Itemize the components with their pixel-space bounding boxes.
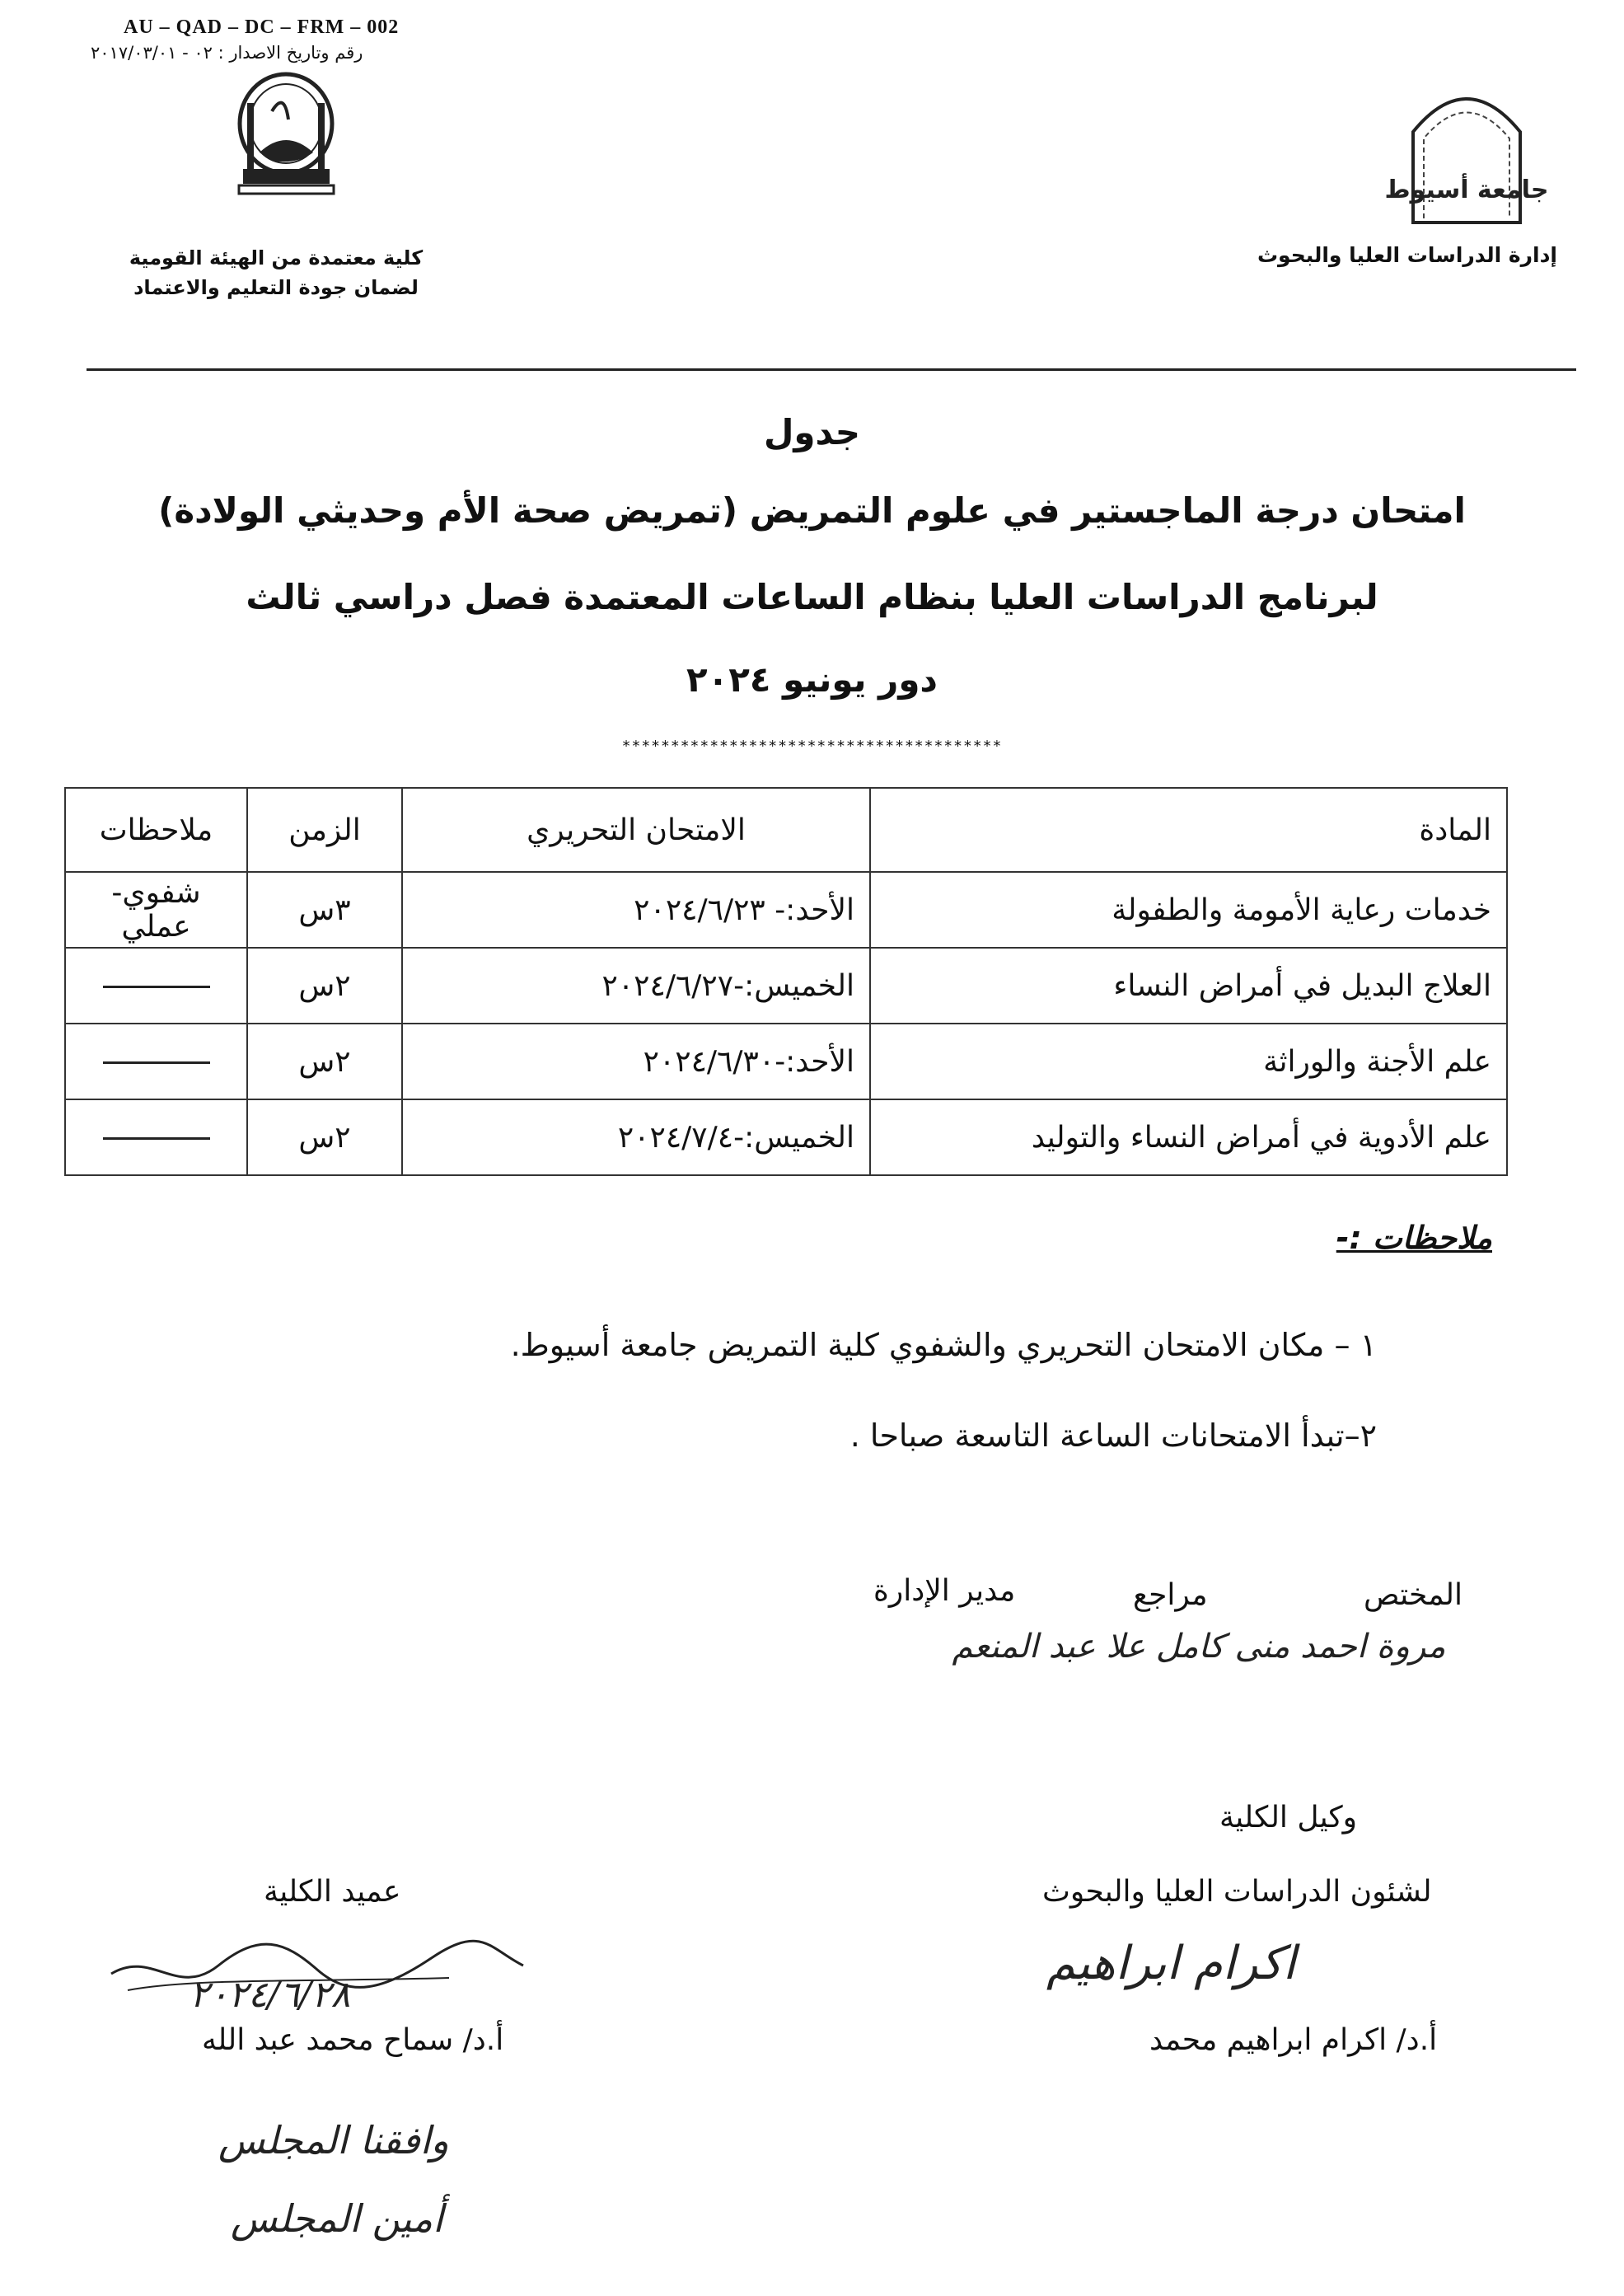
dean-signature-date: ٢٠٢٤/٦/٢٨ [190,1974,351,2016]
row-exam-date: الأحد:- ٢٠٢٤/٦/٢٣ [402,872,870,948]
empty-dash [103,986,210,988]
row-duration: ٣س [247,872,402,948]
form-code: AU – QAD – DC – FRM – 002 [124,16,400,38]
session-title: دور يونيو ٢٠٢٤ [686,659,938,700]
council-approval: وافقنا المجلس [218,2118,449,2162]
note-item: ٢–تبدأ الامتحانات الساعة التاسعة صباحا . [849,1417,1377,1454]
row-exam-date: الخميس:-٢٠٢٤/٦/٢٧ [402,948,870,1024]
issue-info: رقم وتاريخ الاصدار : ٠٢ - ٢٠١٧/٠٣/٠١ [91,43,363,63]
faculty-logo [222,62,350,206]
row-notes [65,948,247,1024]
row-duration: ٢س [247,1099,402,1175]
table-row [65,1024,1507,1099]
accreditation-text [107,243,445,302]
exam-title: امتحان درجة الماجستير في علوم التمريض (تمريض صحة الأم وحديثي الولادة) [158,490,1466,531]
dean-title: عميد الكلية [264,1875,401,1909]
vice-dean-title: وكيل الكلية [1219,1801,1358,1834]
vice-dean-subtitle: لشئون الدراسات العليا والبحوث [1042,1875,1432,1909]
star-divider: *************************************** [621,738,1003,755]
handwritten-signatures: مروة احمد منى كامل علا عبد المنعم [952,1628,1446,1666]
row-exam-date: الأحد:-٢٠٢٤/٦/٣٠ [402,1024,870,1099]
row-notes: شفوي-عملي [65,872,247,948]
row-exam-date: الخميس:-٢٠٢٤/٧/٤ [402,1099,870,1175]
specialist-label: المختص [1364,1578,1463,1612]
admin-director-label: مدير الإدارة [873,1574,1016,1608]
council-secretary: أمين المجلس [231,2196,443,2241]
page-title: جدول [763,412,861,452]
header-duration: الزمن [247,788,402,872]
vice-dean-name: أ.د/ اكرام ابراهيم محمد [1149,2023,1438,2057]
university-logo-text: جامعة أسيوط [1384,176,1549,204]
empty-dash [103,1061,210,1064]
header-notes: ملاحظات [65,788,247,872]
row-duration: ٢س [247,1024,402,1099]
row-subject: علم الأدوية في أمراض النساء والتوليد [870,1099,1507,1175]
university-logo [1384,74,1549,231]
row-subject: خدمات رعاية الأمومة والطفولة [870,872,1507,948]
header-divider [87,368,1576,371]
header-written-exam: الامتحان التحريري [402,788,870,872]
table-row [65,872,1507,948]
program-title: لبرنامج الدراسات العليا بنظام الساعات المعتمدة فصل دراسي ثالث [246,577,1378,617]
row-subject: علم الأجنة والوراثة [870,1024,1507,1099]
accreditation-line-2: لضمان جودة التعليم والاعتماد [133,276,419,299]
table-row [65,1099,1507,1175]
row-notes [65,1099,247,1175]
notes-heading: ملاحظات :- [1336,1220,1492,1256]
dean-name: أ.د/ سماح محمد عبد الله [202,2023,504,2057]
exam-schedule-table [64,787,1508,1176]
note-item: ١ – مكان الامتحان التحريري والشفوي كلية التمريض جامعة أسيوط. [510,1327,1377,1363]
reviewer-label: مراجع [1133,1578,1208,1612]
row-subject: العلاج البديل في أمراض النساء [870,948,1507,1024]
department-name: إدارة الدراسات العليا والبحوث [1257,243,1557,267]
header-subject: المادة [870,788,1507,872]
row-duration: ٢س [247,948,402,1024]
row-notes [65,1024,247,1099]
table-row [65,948,1507,1024]
table-header-row [65,788,1507,872]
empty-dash [103,1137,210,1140]
vice-dean-signature: اكرام ابراهيم [1046,1937,1296,1990]
accreditation-line-1: كلية معتمدة من الهيئة القومية [129,246,424,269]
